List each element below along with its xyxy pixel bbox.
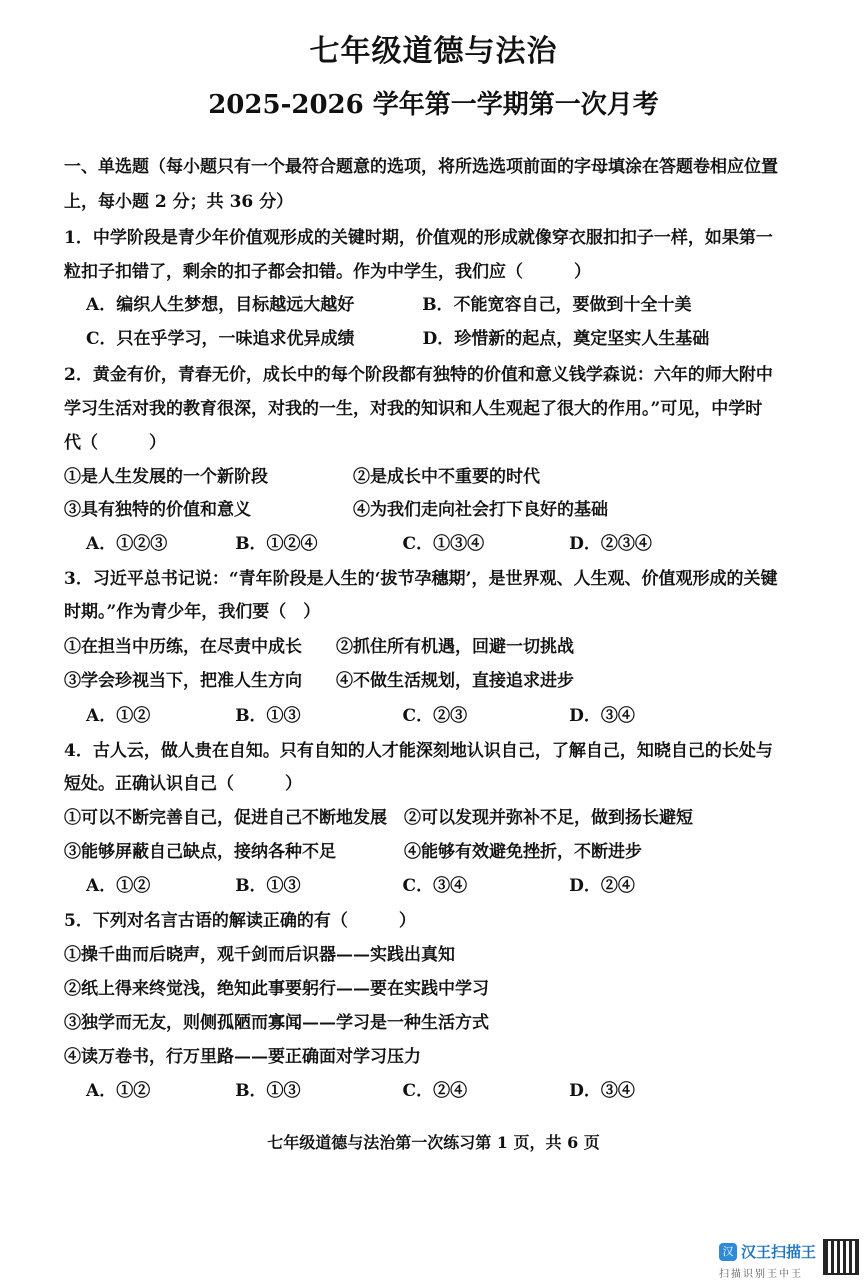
option-line: A．①②③ B．①②④ C．①③④ D．②③④: [86, 534, 652, 554]
text-line: 5．下列对名言古语的解读正确的有（ ）: [64, 911, 416, 931]
text-line: 1．中学阶段是青少年价值观形成的关键时期，价值观的形成就像穿衣服扣扣子一样，如果第一: [64, 228, 773, 248]
text-line: 上，每小题 2 分；共 36 分）: [64, 192, 294, 212]
page-footer: 七年级道德与法治第一次练习第 1 页，共 6 页: [267, 1133, 600, 1152]
statement-line: ③独学而无友，则侧孤陋而寡闻——学习是一种生活方式: [64, 1013, 489, 1033]
scanner-name: 汉王扫描王: [741, 1243, 817, 1261]
statement-line: ③具有独特的价值和意义 ④为我们走向社会打下良好的基础: [64, 500, 608, 520]
scanner-tagline: 扫描识别王中王: [719, 1269, 803, 1280]
text-line: 代（ ）: [64, 433, 166, 453]
option-line: C．只在乎学习，一味追求优异成绩 D．珍惜新的起点，奠定坚实人生基础: [86, 329, 710, 349]
page-subtitle: 2025-2026 学年第一学期第一次月考: [208, 90, 659, 120]
statement-line: ①操千曲而后晓声，观千剑而后识器——实践出真知: [64, 945, 455, 965]
statement-line: ①在担当中历练，在尽责中成长 ②抓住所有机遇，回避一切挑战: [64, 637, 574, 657]
scanner-logo-icon: 汉: [719, 1243, 737, 1261]
statement-line: ①可以不断完善自己，促进自己不断地发展 ②可以发现并弥补不足，做到扬长避短: [64, 808, 693, 828]
statement-line: ③学会珍视当下，把准人生方向 ④不做生活规划，直接追求进步: [64, 671, 574, 691]
qr-code-icon: [823, 1239, 859, 1275]
statement-line: ②纸上得来终觉浅，绝知此事要躬行——要在实践中学习: [64, 979, 489, 999]
scanner-watermark: [719, 1239, 859, 1279]
text-line: 时期。”作为青少年，我们要（ ）: [64, 602, 321, 622]
option-line: A．编织人生梦想，目标越远大越好 B．不能宽容自己，要做到十全十美: [86, 295, 692, 315]
text-line: 短处。正确认识自己（ ）: [64, 774, 302, 794]
statement-line: ④读万卷书，行万里路——要正确面对学习压力: [64, 1047, 421, 1067]
text-line: 粒扣子扣错了，剩余的扣子都会扣错。作为中学生，我们应（ ）: [64, 262, 591, 282]
text-line: 一、单选题（每小题只有一个最符合题意的选项，将所选选项前面的字母填涂在答题卷相应位置: [64, 157, 778, 177]
page-title: 七年级道德与法治: [309, 34, 558, 69]
option-line: A．①② B．①③ C．③④ D．②④: [86, 876, 635, 896]
option-line: A．①② B．①③ C．②④ D．③④: [86, 1081, 635, 1101]
text-line: 学习生活对我的教育很深，对我的一生，对我的知识和人生观起了很大的作用。”可见，中学时: [64, 399, 763, 419]
text-line: 4．古人云，做人贵在自知。只有自知的人才能深刻地认识自己，了解自己，知晓自己的长处与: [64, 741, 773, 761]
option-line: A．①② B．①③ C．②③ D．③④: [86, 706, 635, 726]
statement-line: ①是人生发展的一个新阶段 ②是成长中不重要的时代: [64, 467, 540, 487]
statement-line: ③能够屏蔽自己缺点，接纳各种不足 ④能够有效避免挫折，不断进步: [64, 842, 642, 862]
text-line: 3．习近平总书记说：“青年阶段是人生的‘拔节孕穗期’，是世界观、人生观、价值观形成的关键: [64, 569, 778, 589]
text-line: 2．黄金有价，青春无价，成长中的每个阶段都有独特的价值和意义钱学森说：六年的师大附中: [64, 365, 773, 385]
